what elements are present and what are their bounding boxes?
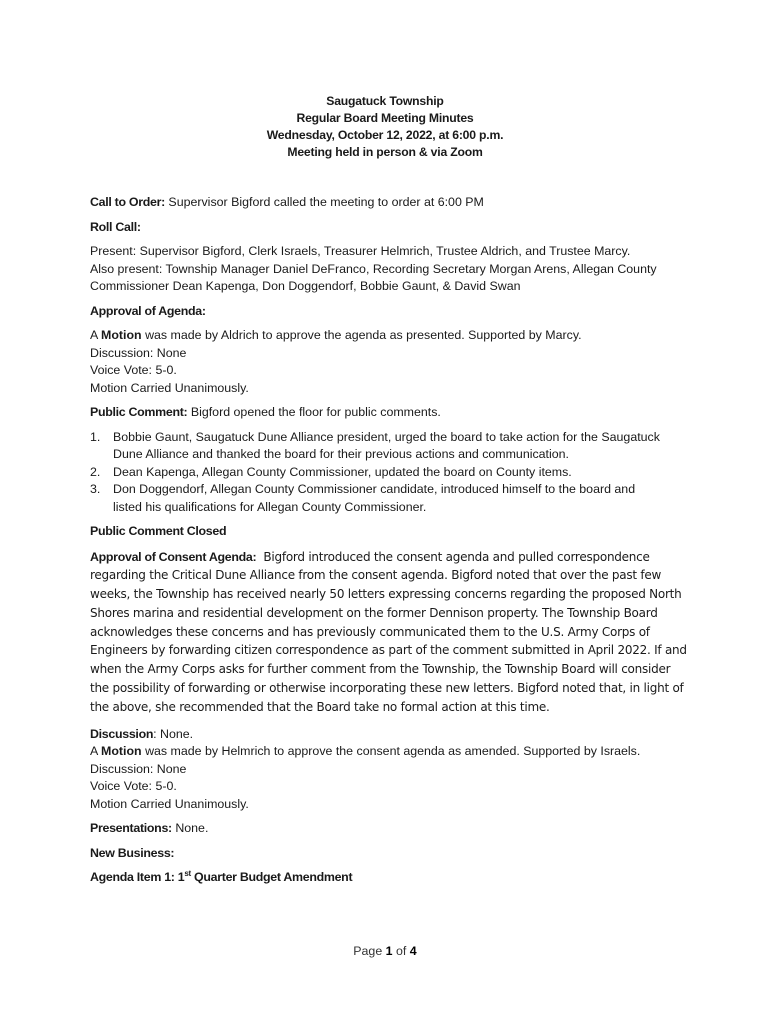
public-comment-closed-label: Public Comment Closed [90,524,227,538]
consent-line-3: weeks, the Township has received nearly 50 letters expressing concerns regarding the proposed North [90,587,682,602]
list-number: 2. [90,464,101,479]
agenda-item-sup: st [184,869,191,879]
consent-result: Motion Carried Unanimously. [90,796,249,811]
motion-text: was made by Aldrich to approve the agenda as presented. Supported by Marcy. [141,328,582,342]
minutes-body [90,194,687,894]
consent-discussion-heading [90,726,680,744]
consent-line-4: Shores marina and residential development on the former Dennison property. The Township Board [90,605,658,620]
call-to-order-text: Supervisor Bigford called the meeting to order at 6:00 PM [164,195,484,209]
new-business-label: New Business: [90,845,175,860]
motion-word: Motion [101,744,142,759]
list-item [90,429,680,464]
consent-motion-block [90,726,680,814]
agenda-item-prefix: Agenda Item 1: 1 [90,870,185,885]
page-footer [0,943,770,961]
consent-discussion: Discussion: None [90,761,187,776]
list-item-line: Don Doggendorf, Allegan County Commissioner candidate, introduced himself to the board and [113,482,636,496]
presentations-label: Presentations: [90,821,172,836]
motion-word: Motion [101,328,142,342]
page-word: Page [353,944,386,958]
agenda-item-heading [90,869,680,887]
approval-agenda-label: Approval of Agenda: [90,303,206,318]
meeting-date: Wednesday, October 12, 2022, at 6:00 p.m. [266,128,504,142]
motion-text: was made by Helmrich to approve the consent agenda as amended. Supported by Israels. [141,744,641,759]
roll-call-label: Roll Call: [90,219,141,234]
motion-prefix: A [90,744,102,759]
meeting-location: Meeting held in person & via Zoom [287,145,483,159]
public-comment [90,404,680,422]
list-number: 1. [90,429,101,444]
consent-motion [90,743,680,761]
public-comment-label: Public Comment: [90,405,188,419]
list-item-line: Dune Alliance and thanked the board for their previous actions and communication. [113,447,569,461]
agenda-item-label [90,870,352,884]
list-item [90,464,680,482]
consent-agenda-label: Approval of Consent Agenda: [90,549,257,564]
agenda-vote: Voice Vote: 5-0. [90,363,177,377]
approval-agenda-block [90,327,680,397]
discussion-text: : None. [153,726,194,741]
new-business-heading [90,845,680,863]
consent-line-6: Engineers by forwarding citizen correspondence as part of the comment submitted in April 2022. If and [90,643,687,658]
list-number: 3. [90,482,101,496]
public-comment-closed [90,523,680,541]
consent-line-2: regarding the Critical Dune Alliance from the consent agenda. Bigford noted that over the past few [90,568,662,583]
agenda-discussion: Discussion: None [90,345,187,360]
discussion-label: Discussion [90,726,154,741]
roll-call-heading [90,219,680,237]
page-total: 4 [409,944,417,958]
consent-line-1: Bigford introduced the consent agenda and pulled correspondence [256,549,650,564]
consent-line-8: the possibility of forwarding or otherwise incorporating these new letters. Bigford noted that, in light of [90,681,684,696]
consent-line [90,548,680,567]
public-comment-text: Bigford opened the floor for public comments. [187,405,441,419]
presentations [90,820,680,838]
document-title: Regular Board Meeting Minutes [296,111,474,125]
consent-vote: Voice Vote: 5-0. [90,779,177,794]
agenda-result: Motion Carried Unanimously. [90,380,249,395]
attendance [90,243,680,296]
motion-prefix: A [90,328,102,342]
consent-line-7: when the Army Corps asks for further comment from the Township, the Township Board will consider [90,662,671,677]
also-present-line: Also present: Township Manager Daniel DeFranco, Recording Secretary Morgan Arens, Allegan County [90,261,657,276]
presentations-text: None. [171,821,209,836]
list-item-line: Dean Kapenga, Allegan County Commissioner, updated the board on County items. [113,464,572,479]
consent-line-5: acknowledges these concerns and has previously communicated them to the U.S. Army Corps of [90,624,650,639]
call-to-order [90,194,680,212]
agenda-item-suffix: Quarter Budget Amendment [190,870,353,885]
approval-agenda-heading [90,303,680,321]
present-line: Present: Supervisor Bigford, Clerk Israels, Treasurer Helmrich, Trustee Aldrich, and Trustee Marcy. [90,244,631,258]
agenda-motion [90,327,680,345]
public-comment-list [90,429,680,517]
consent-line-9: the above, she recommended that the Board take no formal action at this time. [90,699,550,714]
document-header [0,93,770,161]
list-item-line: Bobbie Gaunt, Saugatuck Dune Alliance president, urged the board to take action for the Saugatuck [113,429,660,444]
page-current: 1 [385,944,393,958]
also-present-line-2: Commissioner Dean Kapenga, Don Doggendorf, Bobbie Gaunt, & David Swan [90,279,521,293]
list-item-line: listed his qualifications for Allegan County Commissioner. [113,499,427,514]
org-name: Saugatuck Township [326,94,444,108]
consent-agenda [90,548,687,717]
page-of-word: of [392,944,410,958]
list-item [90,481,680,516]
call-to-order-label: Call to Order: [90,195,165,209]
